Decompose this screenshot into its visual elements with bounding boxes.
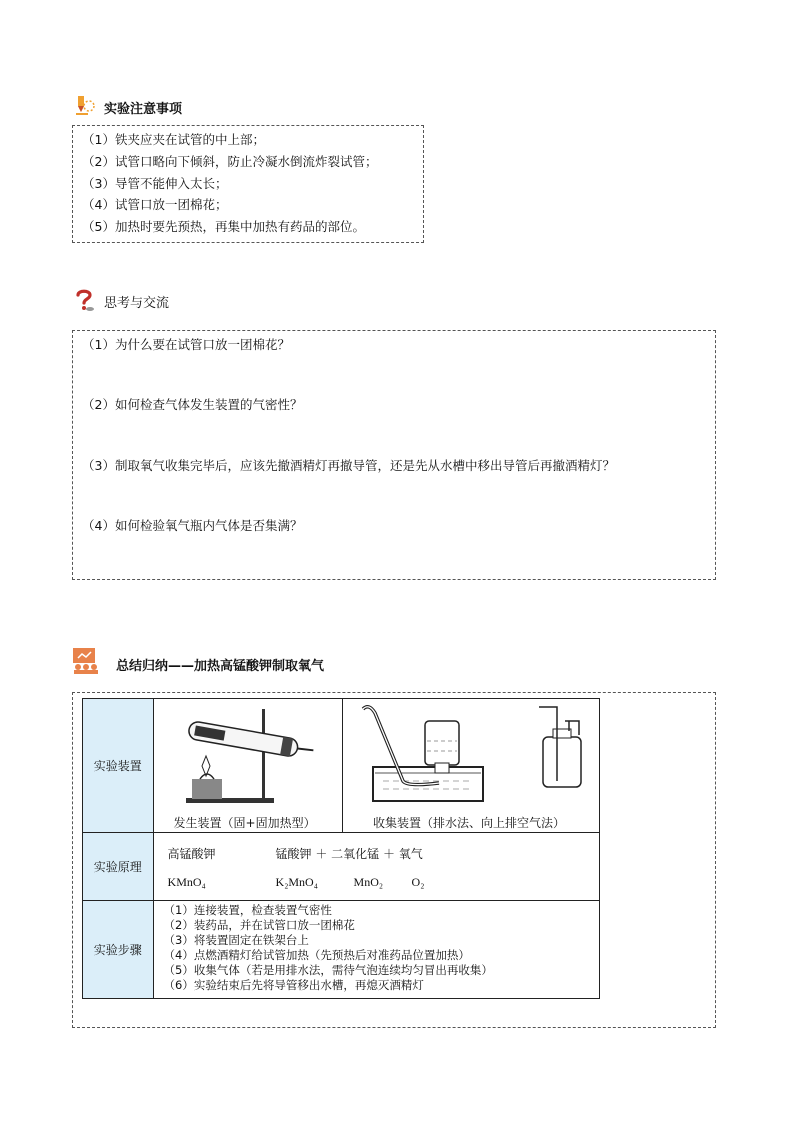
pen-icon xyxy=(72,94,96,118)
question-3: （3）制取氧气收集完毕后，应该先撤酒精灯再撤导管，还是先从水槽中移出导管后再撤酒精灯？ xyxy=(82,458,615,473)
word-reactant: 高锰酸钾 xyxy=(167,847,216,861)
collection-apparatus-figure xyxy=(343,701,601,815)
formula-product-2: MnO₂ xyxy=(353,875,384,889)
section-title-discussion: 思考与交流 xyxy=(104,296,170,311)
generator-caption: 发生装置（固+固加热型） xyxy=(173,816,316,830)
generator-apparatus-figure xyxy=(154,701,344,815)
section-title-notes: 实验注意事项 xyxy=(104,102,183,117)
step-item-3: （3）将装置固定在铁架台上 xyxy=(163,933,309,947)
generator-cell xyxy=(153,699,342,833)
formula-product-3: O₂ xyxy=(411,875,425,889)
step-item-5: （5）收集气体（若是用排水法，需待气泡连续均匀冒出再收集） xyxy=(163,963,493,977)
collector-caption: 收集装置（排水法、向上排空气法） xyxy=(373,816,566,830)
note-item-1: （1）铁夹应夹在试管的中上部； xyxy=(82,132,265,147)
principle-cell xyxy=(153,833,599,901)
word-products: 锰酸钾 ＋ 二氧化锰 ＋ 氧气 xyxy=(275,847,423,861)
note-item-3: （3）导管不能伸入太长； xyxy=(82,176,228,191)
question-mark-icon xyxy=(74,288,96,312)
section-title-summary: 总结归纳——加热高锰酸钾制取氧气 xyxy=(116,659,325,674)
formula-reactant: KMnO₄ xyxy=(167,875,206,889)
question-1: （1）为什么要在试管口放一团棉花？ xyxy=(82,337,290,352)
question-2: （2）如何检查气体发生装置的气密性？ xyxy=(82,397,303,412)
note-item-5: （5）加热时要先预热，再集中加热有药品的部位。 xyxy=(82,219,365,234)
discussion-box xyxy=(72,330,716,580)
presenter-icon xyxy=(72,647,100,675)
collector-cell xyxy=(343,699,600,833)
table-row-apparatus xyxy=(83,699,600,833)
note-item-2: （2）试管口略向下倾斜，防止冷凝水倒流炸裂试管； xyxy=(82,154,378,169)
row-header-steps: 实验步骤 xyxy=(83,901,154,999)
step-item-4: （4）点燃酒精灯给试管加热（先预热后对准药品位置加热） xyxy=(163,948,470,962)
step-item-2: （2）装药品，并在试管口放一团棉花 xyxy=(163,918,355,932)
row-header-apparatus: 实验装置 xyxy=(83,699,154,833)
table-row-principle xyxy=(83,833,600,901)
step-item-6: （6）实验结束后先将导管移出水槽，再熄灭酒精灯 xyxy=(163,978,424,992)
summary-table xyxy=(82,698,600,999)
step-item-1: （1）连接装置，检查装置气密性 xyxy=(163,903,332,917)
question-4: （4）如何检验氧气瓶内气体是否集满？ xyxy=(82,518,303,533)
formula-product-1: K₂MnO₄ xyxy=(275,875,318,889)
row-header-principle: 实验原理 xyxy=(83,833,154,901)
steps-cell xyxy=(153,901,599,999)
note-item-4: （4）试管口放一团棉花； xyxy=(82,197,228,212)
table-row-steps xyxy=(83,901,600,999)
